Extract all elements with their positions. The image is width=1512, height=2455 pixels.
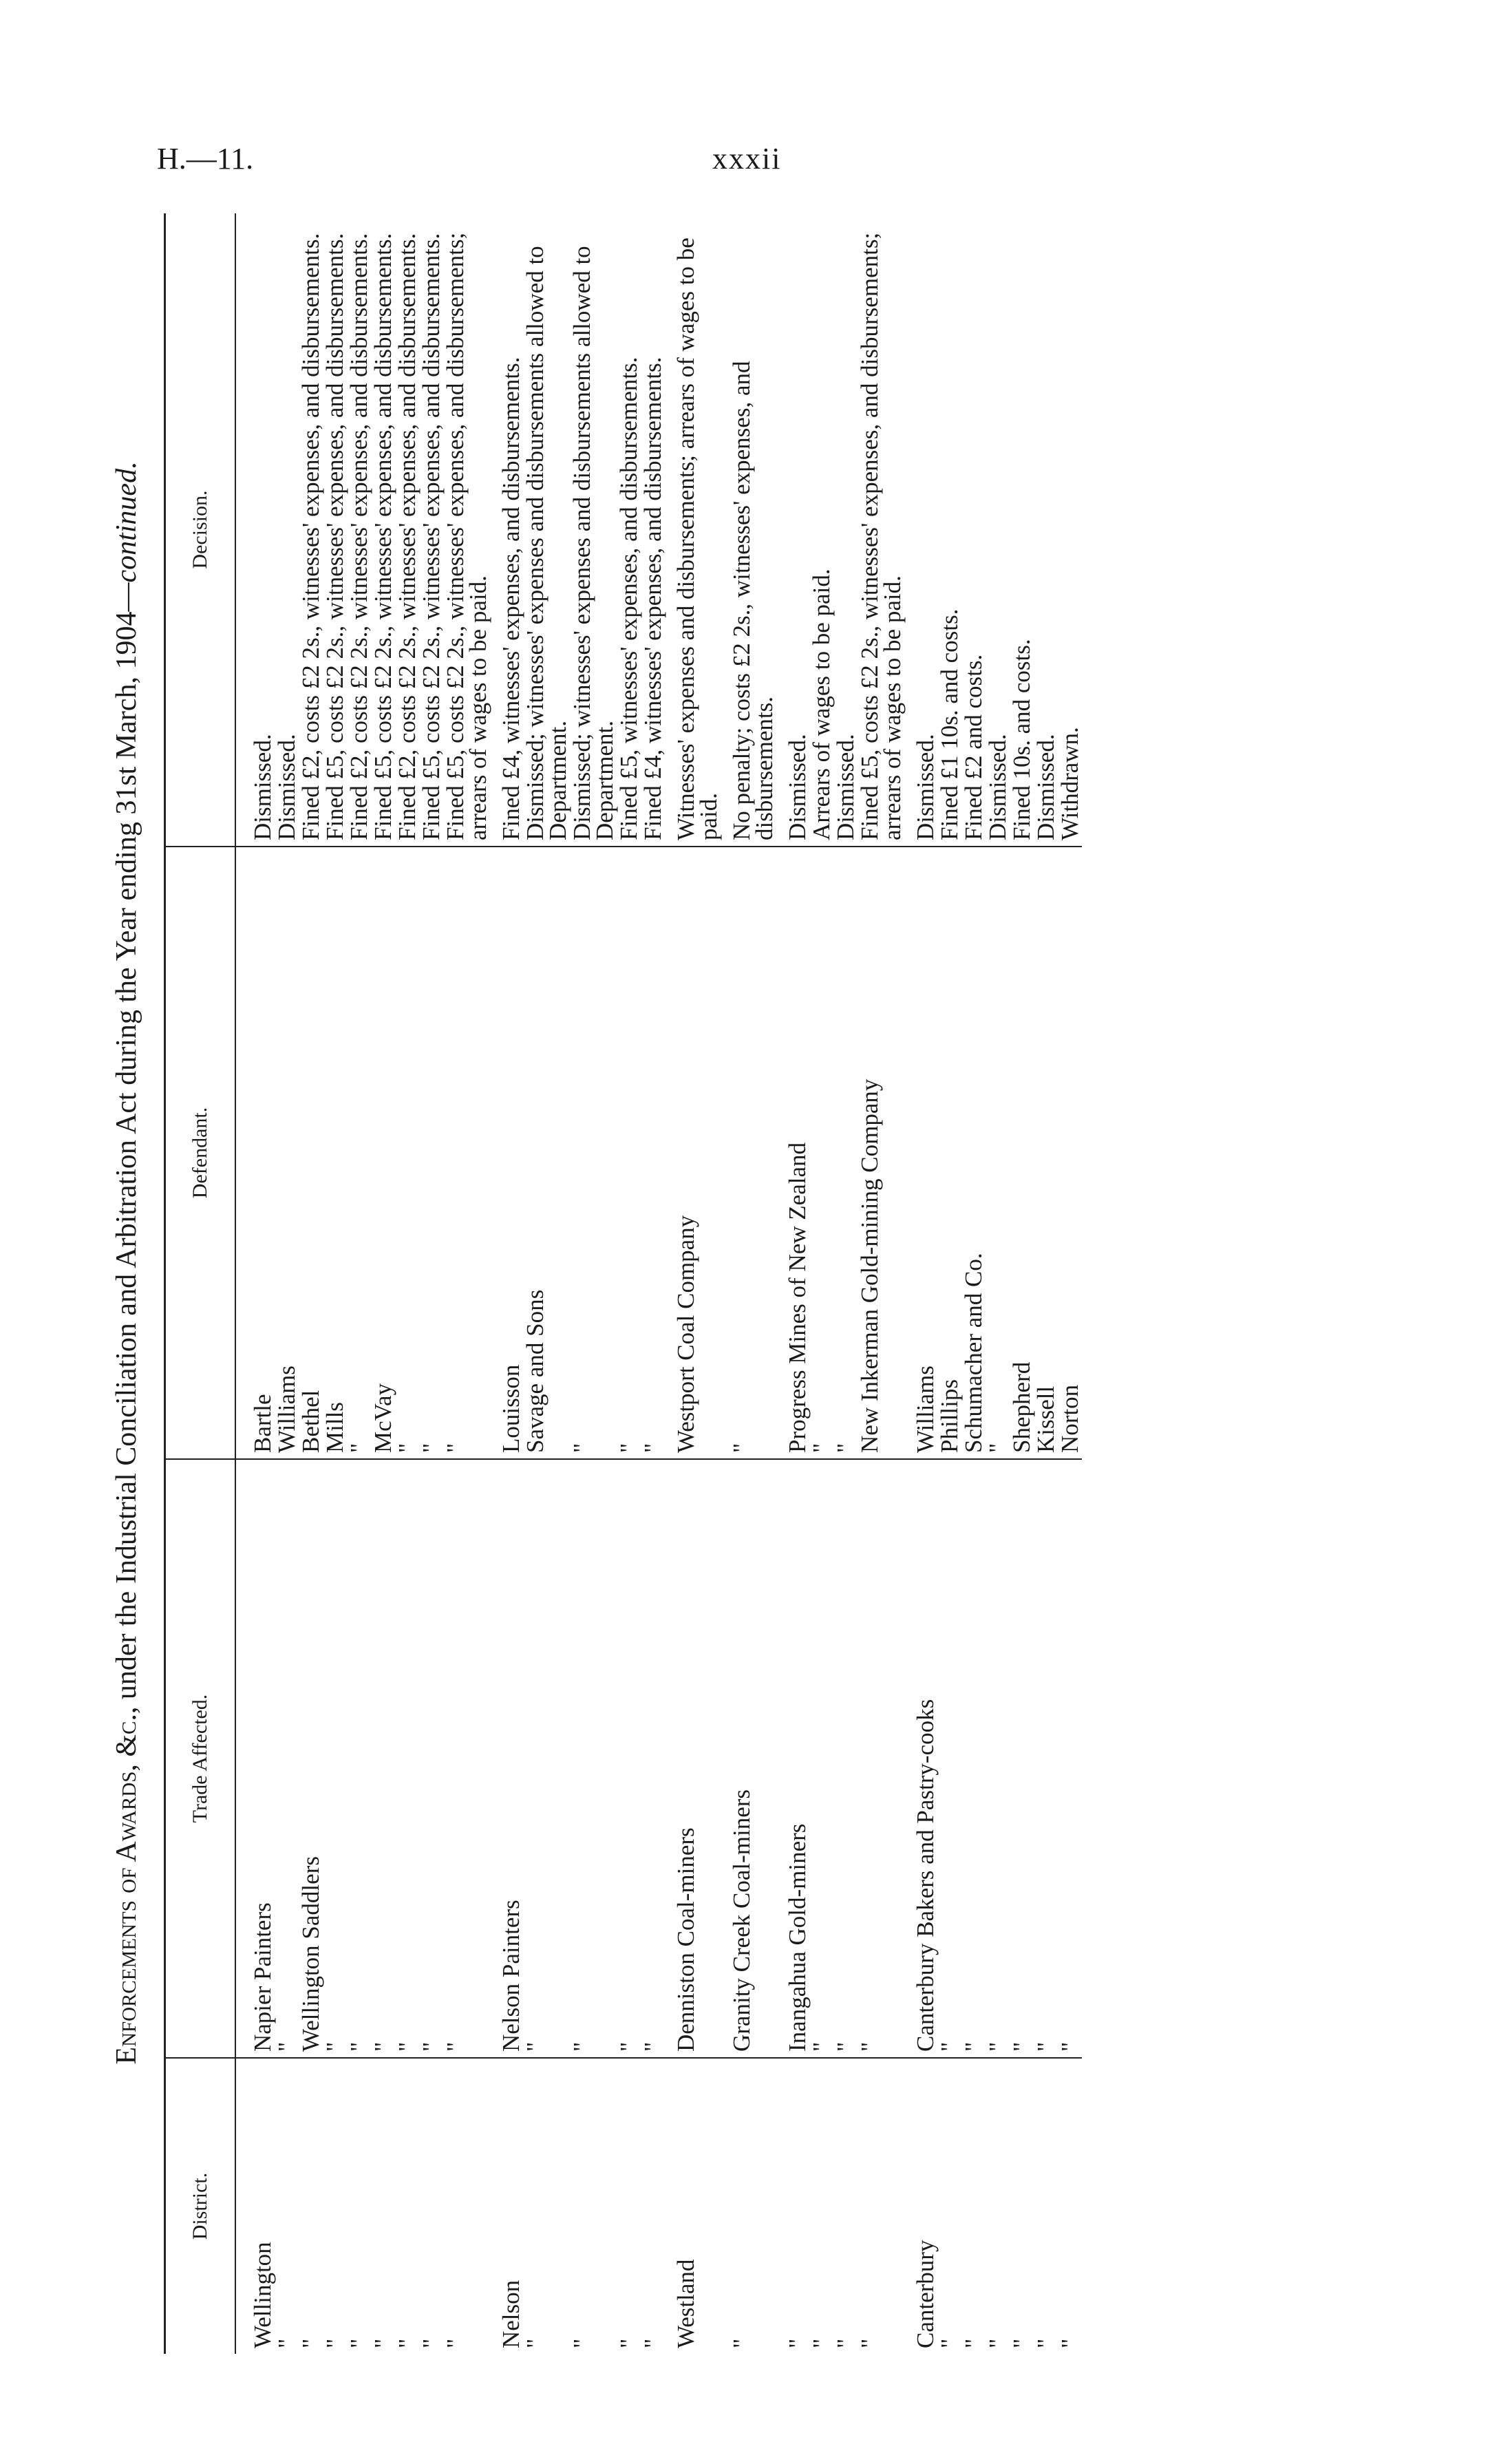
cell-decision — [986, 213, 1010, 847]
cell-district-text: " — [522, 2338, 549, 2348]
table-row — [833, 213, 858, 2354]
table-row — [1010, 213, 1034, 2354]
cell-decision — [1058, 213, 1082, 847]
table-row — [323, 213, 347, 2354]
cell-decision — [395, 213, 419, 847]
table-row — [809, 213, 833, 2354]
cell-decision-text: Fined £5, costs £2 2s., witnesses' expenses, and disbursements. — [321, 233, 348, 840]
cell-decision — [371, 213, 395, 847]
cell-decision-text: Fined £5, costs £2 2s., witnesses' expenses, and disbursements. — [370, 233, 396, 840]
cell-trade-text: " — [394, 2041, 420, 2052]
cell-decision-text: Fined £4, witnesses' expenses, and disbursements. — [498, 357, 524, 840]
cell-defendant — [235, 847, 275, 1459]
cell-district — [776, 2058, 809, 2354]
cell-decision — [323, 213, 347, 847]
cell-decision — [570, 213, 617, 847]
cell-district — [419, 2058, 443, 2354]
table-row — [443, 213, 490, 2354]
table-row — [986, 213, 1010, 2354]
cell-defendant-text: McVay — [370, 1383, 396, 1453]
cell-trade-text: Nelson Painters — [498, 1900, 524, 2052]
cell-defendant — [323, 847, 347, 1459]
table-row — [395, 213, 419, 2354]
cell-district — [904, 2058, 937, 2354]
cell-decision — [419, 213, 443, 847]
page-number: xxxii — [712, 142, 782, 176]
cell-decision-text: Dismissed; witnesses' expenses and disbursements allowed to Department. — [568, 246, 618, 840]
cell-defendant — [809, 847, 833, 1459]
cell-trade-text: " — [936, 2041, 963, 2052]
col-trade: Trade Affected. — [165, 1459, 236, 2058]
cell-district-text: " — [960, 2338, 987, 2348]
cell-trade-text: " — [568, 2041, 595, 2052]
page-ref: H.—11. — [157, 142, 254, 176]
cell-decision — [1034, 213, 1058, 847]
table-row — [617, 213, 641, 2354]
cell-defendant-text: Westport Coal Company — [672, 1215, 699, 1453]
cell-defendant — [1058, 847, 1082, 1459]
cell-district-text: " — [936, 2338, 963, 2348]
cell-defendant-text: " — [568, 1443, 595, 1453]
cell-district-text: " — [370, 2338, 396, 2348]
cell-defendant-text: Norton — [1056, 1384, 1083, 1453]
cell-defendant — [858, 847, 904, 1459]
cell-trade-text: " — [1032, 2041, 1059, 2052]
cell-trade — [1058, 1459, 1082, 2058]
table-row — [858, 213, 904, 2354]
cell-defendant — [395, 847, 419, 1459]
cell-district — [1034, 2058, 1058, 2354]
cell-defendant-text: Louisson — [498, 1364, 524, 1453]
cell-trade-text: " — [856, 2041, 883, 2052]
cell-trade-text: " — [960, 2041, 987, 2052]
cell-district-text: " — [321, 2338, 348, 2348]
cell-defendant — [641, 847, 665, 1459]
cell-trade — [961, 1459, 986, 2058]
enforcements-table — [164, 213, 1082, 2354]
cell-decision — [347, 213, 371, 847]
cell-district-text: Wellington — [249, 2242, 276, 2348]
cell-defendant — [443, 847, 490, 1459]
cell-decision-text: Dismissed. — [912, 734, 939, 840]
cell-district — [570, 2058, 617, 2354]
cell-decision — [776, 213, 809, 847]
table-title — [110, 213, 143, 2313]
title-small-caps: Enforcements of Awards, &c., — [111, 1706, 142, 2065]
cell-decision-text: Dismissed. — [249, 734, 276, 840]
cell-defendant-text: " — [418, 1443, 445, 1453]
cell-trade — [937, 1459, 961, 2058]
cell-defendant-text: " — [984, 1443, 1011, 1453]
cell-decision — [961, 213, 986, 847]
cell-trade — [641, 1459, 665, 2058]
cell-defendant — [617, 847, 641, 1459]
cell-district — [299, 2058, 323, 2354]
cell-trade — [523, 1459, 570, 2058]
cell-defendant-text: " — [832, 1443, 859, 1453]
cell-defendant — [570, 847, 617, 1459]
table-row — [419, 213, 443, 2354]
cell-decision-text: Fined £2, costs £2 2s., witnesses' expenses, and disbursements. — [345, 233, 372, 840]
cell-district — [617, 2058, 641, 2354]
col-decision: Decision. — [165, 213, 236, 847]
cell-decision-text: Witnesses' expenses and disbursements; arrears of wages to be paid. — [672, 237, 722, 840]
cell-trade-text: " — [321, 2041, 348, 2052]
cell-defendant — [1034, 847, 1058, 1459]
cell-defendant — [490, 847, 523, 1459]
cell-defendant — [347, 847, 371, 1459]
cell-trade — [235, 1459, 275, 2058]
table-row — [570, 213, 617, 2354]
cell-trade-text: " — [273, 2041, 300, 2052]
cell-defendant-text: " — [615, 1443, 642, 1453]
cell-defendant-text: New Inkerman Gold-mining Company — [856, 1078, 883, 1453]
cell-decision-text: Fined £1 10s. and costs. — [936, 608, 963, 840]
cell-district-text: " — [297, 2338, 324, 2348]
cell-decision-text: Fined £5, costs £2 2s., witnesses' expenses, and disbursements; arrears of wages to be paid. — [856, 232, 906, 840]
cell-defendant-text: " — [728, 1443, 755, 1453]
cell-defendant-text: " — [394, 1443, 420, 1453]
cell-decision — [833, 213, 858, 847]
table-row — [371, 213, 395, 2354]
table-row — [1058, 213, 1082, 2354]
table-row — [490, 213, 523, 2354]
cell-trade — [371, 1459, 395, 2058]
cell-defendant-text: " — [808, 1443, 835, 1453]
cell-district — [1058, 2058, 1082, 2354]
cell-trade — [490, 1459, 523, 2058]
cell-defendant-text: Mills — [321, 1402, 348, 1453]
cell-defendant — [523, 847, 570, 1459]
cell-defendant — [275, 847, 299, 1459]
cell-defendant — [833, 847, 858, 1459]
cell-trade — [858, 1459, 904, 2058]
cell-district-text: " — [568, 2338, 595, 2348]
cell-trade — [299, 1459, 323, 2058]
cell-district — [665, 2058, 721, 2354]
cell-district-text: " — [808, 2338, 835, 2348]
cell-district — [523, 2058, 570, 2354]
col-defendant: Defendant. — [165, 847, 236, 1459]
cell-decision — [443, 213, 490, 847]
cell-district-text: " — [273, 2338, 300, 2348]
cell-district-text: Canterbury — [912, 2240, 939, 2348]
cell-trade-text: Denniston Coal-miners — [672, 1827, 699, 2052]
table-row — [523, 213, 570, 2354]
cell-decision — [617, 213, 641, 847]
cell-district-text: " — [394, 2338, 420, 2348]
cell-decision-text: Fined £2, costs £2 2s., witnesses' expenses, and disbursements. — [394, 233, 420, 840]
cell-defendant-text: Bethel — [297, 1390, 324, 1453]
table-body — [235, 213, 1082, 2354]
cell-trade — [570, 1459, 617, 2058]
cell-defendant-text: " — [639, 1443, 666, 1453]
cell-decision-text: Fined £2 and costs. — [960, 654, 987, 840]
cell-defendant-text: Bartle — [249, 1394, 276, 1453]
cell-trade — [986, 1459, 1010, 2058]
cell-decision — [721, 213, 776, 847]
cell-decision — [904, 213, 937, 847]
cell-defendant — [961, 847, 986, 1459]
cell-defendant — [937, 847, 961, 1459]
cell-district — [235, 2058, 275, 2354]
cell-district — [937, 2058, 961, 2354]
title-main: under the Industrial Conciliation and Arbitration Act during the Year ending 31st March, 1904— — [111, 582, 142, 1700]
cell-district-text: " — [832, 2338, 859, 2348]
cell-district-text: " — [784, 2338, 811, 2348]
cell-district — [395, 2058, 419, 2354]
cell-district — [961, 2058, 986, 2354]
cell-trade-text: " — [418, 2041, 445, 2052]
cell-defendant — [665, 847, 721, 1459]
cell-trade-text: " — [832, 2041, 859, 2052]
cell-trade-text: " — [639, 2041, 666, 2052]
cell-defendant-text: " — [345, 1443, 372, 1453]
cell-decision — [665, 213, 721, 847]
cell-decision-text: Arrears of wages to be paid. — [808, 568, 835, 840]
cell-decision-text: Dismissed. — [273, 734, 300, 840]
table-row — [641, 213, 665, 2354]
cell-district-text: " — [345, 2338, 372, 2348]
cell-decision-text: Fined £5, costs £2 2s., witnesses' expenses, and disbursements; arrears of wages to be paid. — [442, 232, 491, 840]
cell-district — [833, 2058, 858, 2354]
cell-decision-text: Dismissed. — [984, 734, 1011, 840]
cell-defendant-text: Savage and Sons — [522, 1289, 549, 1453]
cell-decision — [809, 213, 833, 847]
rotated-table-page — [110, 213, 1363, 2354]
cell-defendant — [299, 847, 323, 1459]
cell-trade — [776, 1459, 809, 2058]
cell-district — [809, 2058, 833, 2354]
cell-district-text: Nelson — [498, 2279, 524, 2348]
cell-district — [275, 2058, 299, 2354]
title-continued: continued. — [111, 461, 142, 583]
cell-trade-text: " — [522, 2041, 549, 2052]
cell-decision-text: Withdrawn. — [1056, 727, 1083, 840]
cell-district-text: " — [1008, 2338, 1035, 2348]
cell-decision-text: No penalty; costs £2 2s., witnesses' expenses, and disbursements. — [728, 361, 778, 840]
table-row — [347, 213, 371, 2354]
cell-decision — [937, 213, 961, 847]
cell-district — [641, 2058, 665, 2354]
cell-trade — [275, 1459, 299, 2058]
cell-trade — [1034, 1459, 1058, 2058]
cell-trade-text: " — [1008, 2041, 1035, 2052]
cell-defendant — [721, 847, 776, 1459]
table-row — [721, 213, 776, 2354]
table-row — [961, 213, 986, 2354]
cell-trade — [721, 1459, 776, 2058]
cell-trade-text: Canterbury Bakers and Pastry-cooks — [912, 1699, 939, 2052]
cell-defendant — [419, 847, 443, 1459]
cell-trade-text: Wellington Saddlers — [297, 1856, 324, 2052]
cell-district — [347, 2058, 371, 2354]
col-district: District. — [165, 2058, 236, 2354]
cell-defendant-text: " — [442, 1443, 469, 1453]
cell-trade — [323, 1459, 347, 2058]
cell-trade-text: " — [984, 2041, 1011, 2052]
cell-trade-text: " — [1056, 2041, 1083, 2052]
cell-trade-text: " — [345, 2041, 372, 2052]
cell-trade — [443, 1459, 490, 2058]
cell-district-text: " — [984, 2338, 1011, 2348]
cell-trade — [665, 1459, 721, 2058]
cell-trade — [617, 1459, 641, 2058]
table-row — [665, 213, 721, 2354]
cell-trade — [833, 1459, 858, 2058]
cell-trade — [347, 1459, 371, 2058]
cell-district-text: " — [442, 2338, 469, 2348]
cell-district-text: " — [728, 2338, 755, 2348]
cell-defendant-text: Shepherd — [1008, 1361, 1035, 1453]
cell-trade — [395, 1459, 419, 2058]
cell-district-text: " — [615, 2338, 642, 2348]
cell-defendant-text: Williams — [273, 1365, 300, 1453]
cell-trade-text: Granity Creek Coal-miners — [728, 1789, 755, 2052]
cell-district — [490, 2058, 523, 2354]
cell-defendant-text: Kissell — [1032, 1385, 1059, 1453]
cell-decision-text: Dismissed; witnesses' expenses and disbursements allowed to Department. — [522, 246, 571, 840]
cell-trade — [809, 1459, 833, 2058]
cell-defendant-text: Progress Mines of New Zealand — [784, 1142, 811, 1453]
cell-district-text: " — [856, 2338, 883, 2348]
cell-decision — [275, 213, 299, 847]
cell-district — [986, 2058, 1010, 2354]
cell-decision-text: Dismissed. — [784, 734, 811, 840]
cell-decision — [858, 213, 904, 847]
cell-district-text: " — [1056, 2338, 1083, 2348]
cell-defendant-text: Phillips — [936, 1379, 963, 1453]
cell-trade — [1010, 1459, 1034, 2058]
cell-defendant — [904, 847, 937, 1459]
cell-district-text: " — [1032, 2338, 1059, 2348]
cell-decision — [641, 213, 665, 847]
cell-decision — [490, 213, 523, 847]
cell-trade — [904, 1459, 937, 2058]
cell-district — [323, 2058, 347, 2354]
cell-district — [371, 2058, 395, 2354]
cell-decision-text: Dismissed. — [1032, 734, 1059, 840]
cell-district — [721, 2058, 776, 2354]
cell-decision-text: Fined 10s. and costs. — [1008, 639, 1035, 840]
table-row — [1034, 213, 1058, 2354]
cell-decision — [1010, 213, 1034, 847]
cell-district-text: " — [639, 2338, 666, 2348]
cell-trade-text: " — [370, 2041, 396, 2052]
cell-district — [858, 2058, 904, 2354]
table-row — [937, 213, 961, 2354]
cell-trade-text: Inangahua Gold-miners — [784, 1823, 811, 2052]
cell-decision — [299, 213, 323, 847]
table-row — [299, 213, 323, 2354]
cell-defendant — [371, 847, 395, 1459]
table-row — [776, 213, 809, 2354]
cell-trade — [419, 1459, 443, 2058]
cell-trade-text: Napier Painters — [249, 1902, 276, 2052]
cell-defendant-text: Schumacher and Co. — [960, 1253, 987, 1453]
table-row — [904, 213, 937, 2354]
header-row — [165, 213, 236, 2354]
cell-decision-text: Fined £5, witnesses' expenses, and disbursements. — [615, 357, 642, 840]
cell-decision — [235, 213, 275, 847]
cell-decision-text: Fined £2, costs £2 2s., witnesses' expenses, and disbursements. — [297, 233, 324, 840]
cell-trade-text: " — [442, 2041, 469, 2052]
cell-decision-text: Fined £4, witnesses' expenses, and disbursements. — [639, 357, 666, 840]
cell-trade-text: " — [808, 2041, 835, 2052]
cell-decision-text: Fined £5, costs £2 2s., witnesses' expenses, and disbursements. — [418, 233, 445, 840]
cell-district — [1010, 2058, 1034, 2354]
cell-trade-text: " — [615, 2041, 642, 2052]
cell-district-text: " — [418, 2338, 445, 2348]
cell-decision — [523, 213, 570, 847]
table-row — [275, 213, 299, 2354]
cell-defendant — [986, 847, 1010, 1459]
cell-decision-text: Dismissed. — [832, 734, 859, 840]
cell-defendant-text: Williams — [912, 1365, 939, 1453]
cell-district-text: Westland — [672, 2259, 699, 2348]
table-row — [235, 213, 275, 2354]
cell-defendant — [776, 847, 809, 1459]
cell-defendant — [1010, 847, 1034, 1459]
cell-district — [443, 2058, 490, 2354]
